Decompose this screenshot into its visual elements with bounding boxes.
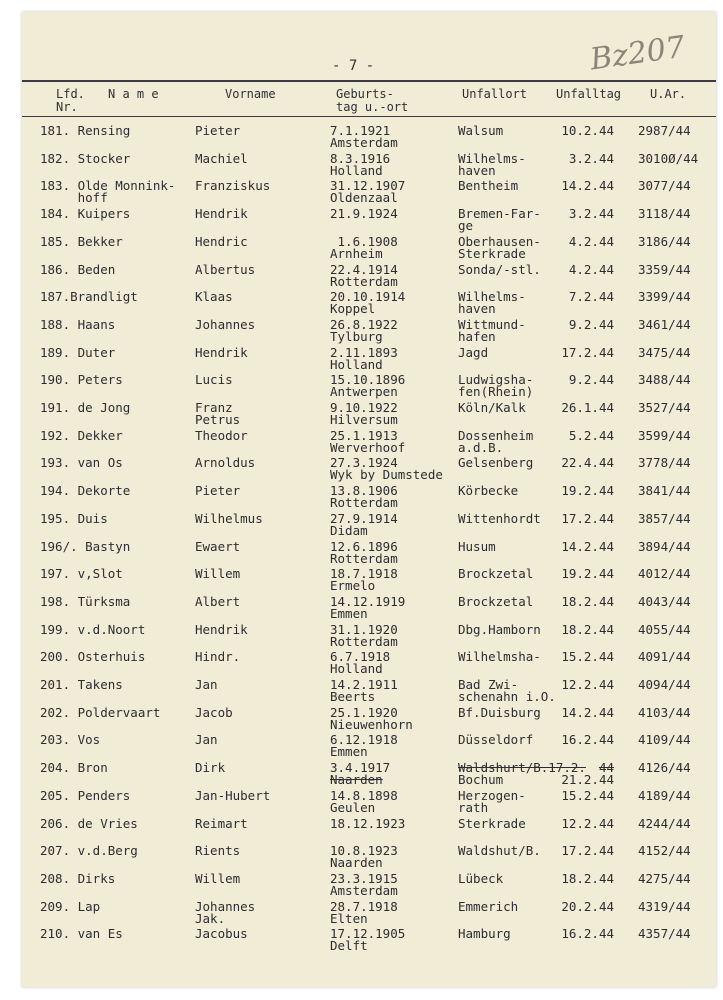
header-uar: U.Ar. [650,87,687,101]
unfalltag-cell: 4.2.44 [568,233,614,249]
unfalltag-cell: 9.2.44 [568,372,614,388]
unfalltag-cell: 16.2.44 [561,732,614,748]
name-cell: 207. v.d.Berg [40,843,138,859]
table-row [22,704,716,735]
name-cell: 193. van Os [40,455,123,471]
table-row [22,427,716,458]
uar-cell: 3359/44 [638,261,691,277]
unfallort-cell-struck: Waldshurt/B.17.2. [458,760,586,776]
vorname-cell: Johannes Jak. [195,898,256,926]
vorname-cell: Klaas [195,289,233,305]
vorname-cell: Dirk [195,760,226,776]
table-row [22,870,716,901]
vorname-cell: Franz Petrus [195,400,241,427]
geburt-cell: 6.7.1918 Holland [330,649,391,677]
geburt-cell: 27.3.1924 Wyk by Dumstede [330,455,443,483]
unfalltag-cell: 7.2.44 [568,289,614,305]
header-geburt: Geburts- tag u.-ort [336,87,409,114]
geburt-cell: 17.12.1905 Delft [330,926,406,954]
unfalltag-cell: 26.1.44 [561,400,614,415]
vorname-cell: Willem [195,566,241,582]
vorname-cell: Rients [195,843,241,859]
name-cell: 197. v,Slot [40,566,123,582]
unfalltag-cell-struck: 44 [598,760,614,776]
uar-cell: 4319/44 [638,898,691,914]
unfallort-cell: Köln/Kalk [458,400,526,415]
unfalltag-cell: 12.2.44 [561,677,614,692]
name-cell: 198. Türksma [40,593,131,609]
unfallort-cell: Dbg.Hamborn [458,621,541,637]
uar-cell: 4126/44 [638,760,691,776]
vorname-cell: Theodor [195,427,248,443]
unfalltag-cell: 17.2.44 [561,344,614,360]
table-row [22,928,716,956]
unfallort-cell: Bremen-Far- ge [458,206,541,234]
unfalltag-cell: 17.2.44 [561,843,614,859]
unfalltag-cell: 19.2.44 [561,566,614,582]
name-cell: 210. van Es [40,926,123,942]
unfallort-cell: Wittenhordt [458,510,541,526]
uar-cell: 4012/44 [638,566,691,582]
uar-cell: 3077/44 [638,178,691,194]
uar-cell: 4091/44 [638,649,691,665]
name-cell: 183. Olde Monnink- hoff [40,178,176,206]
uar-cell: 4357/44 [638,926,691,942]
geburt-cell: 26.8.1922 Tylburg [330,316,398,344]
name-cell: 199. v.d.Noort [40,621,146,637]
geburt-cell: 18.12.1923 [330,815,406,831]
unfallort-cell: Sterkrade [458,815,526,831]
name-cell: 203. Vos [40,732,101,748]
name-cell: 191. de Jong [40,400,131,415]
unfallort-cell: Hamburg [458,926,511,942]
geburt-cell: 22.4.1914 Rotterdam [330,261,398,289]
geburt-cell: 25.1.1920 Nieuwenhorn [330,704,413,732]
header-nr: Lfd. Nr. [56,87,85,114]
uar-cell: 4109/44 [638,732,691,748]
unfalltag-cell: 15.2.44 [561,649,614,665]
unfalltag-cell: 19.2.44 [561,483,614,499]
table-row [22,898,716,929]
geburt-cell: 9.10.1922 Hilversum [330,400,398,427]
vorname-cell: Hindr. [195,649,241,665]
unfallort-cell: Waldshut/B. [458,843,541,859]
unfalltag-cell-value: 21.2.44 [561,772,614,788]
unfalltag-cell: 5.2.44 [568,427,614,443]
vorname-cell: Arnoldus [195,455,256,471]
unfallort-cell-value: Bochum [458,772,504,788]
vorname-cell: Jan [195,677,218,692]
uar-cell: 4094/44 [638,677,691,692]
table-row [22,291,716,319]
table-row [22,787,716,818]
table-row [22,150,716,181]
geburt-cell: 20.10.1914 Koppel [330,289,406,317]
uar-cell: 3894/44 [638,538,691,554]
uar-cell: 4275/44 [638,870,691,886]
table-row [22,538,716,569]
vorname-cell: Hendrik [195,344,248,360]
uar-cell: 2987/44 [638,123,691,138]
uar-cell: 3599/44 [638,427,691,443]
uar-cell: 3527/44 [638,400,691,415]
uar-cell: 3010Ø/44 [638,150,699,166]
geburt-cell-value: 3.4.1917 [330,760,391,776]
unfallort-cell: Düsseldorf [458,732,534,748]
uar-cell: 3488/44 [638,372,691,388]
name-cell: 200. Osterhuis [40,649,146,665]
unfallort-cell: Lübeck [458,870,504,886]
geburt-cell: 14.2.1911 Beerts [330,677,398,704]
unfalltag-cell: 12.2.44 [561,815,614,831]
uar-cell: 3186/44 [638,233,691,249]
table-row [22,762,716,790]
unfalltag-cell: 18.2.44 [561,593,614,609]
unfalltag-cell: 16.2.44 [561,926,614,942]
uar-cell: 3475/44 [638,344,691,360]
vorname-cell: Jacobus [195,926,248,942]
geburt-cell: 31.12.1907 Oldenzaal [330,178,406,206]
table-row [22,457,716,485]
unfalltag-cell: 17.2.44 [561,510,614,526]
vorname-cell: Reimart [195,815,248,831]
unfallort-cell: Brockzetal [458,593,534,609]
name-cell: 182. Stocker [40,150,131,166]
table-row [22,568,716,596]
unfalltag-cell: 15.2.44 [561,787,614,803]
header-unfalltag: Unfalltag [556,87,622,101]
header-vorname: Vorname [225,87,276,101]
unfalltag-cell: 20.2.44 [561,898,614,914]
name-cell: 196/. Bastyn [40,538,131,554]
vorname-cell: Albertus [195,261,256,277]
name-cell: 185. Bekker [40,233,123,249]
uar-cell: 4055/44 [638,621,691,637]
document-page [22,12,716,987]
unfalltag-cell: 22.4.44 [561,455,614,471]
vorname-cell: Jan [195,732,218,748]
unfallort-cell: Bf.Duisburg [458,704,541,720]
unfalltag-cell: 18.2.44 [561,621,614,637]
unfalltag-cell: 10.2.44 [561,123,614,138]
table-row [22,208,716,236]
geburt-cell: 28.7.1918 Elten [330,898,398,926]
name-cell: 201. Takens [40,677,123,692]
unfalltag-cell: 3.2.44 [568,206,614,222]
name-cell: 192. Dekker [40,427,123,443]
uar-cell: 4244/44 [638,815,691,831]
name-cell: 181. Rensing [40,123,131,138]
table-row [22,402,716,430]
vorname-cell: Willem [195,870,241,886]
vorname-cell: Johannes [195,316,256,332]
name-cell: 208. Dirks [40,870,116,886]
name-cell: 209. Lap [40,898,101,914]
geburt-cell: 18.7.1918 Ermelo [330,566,398,594]
table-row [22,621,716,652]
header-rule-bottom [22,116,716,117]
geburt-cell: 15.10.1896 Antwerpen [330,372,406,400]
uar-cell: 3778/44 [638,455,691,471]
name-cell: 187.Brandligt [40,289,138,305]
uar-cell: 3857/44 [638,510,691,526]
unfallort-cell: Jagd [458,344,489,360]
unfallort-cell: Ludwigsha- fen(Rhein) [458,372,534,400]
vorname-cell: Pieter [195,123,241,138]
unfallort-cell: Körbecke [458,483,519,499]
table-row [22,734,716,762]
table-row [22,510,716,541]
table-row [22,344,716,375]
unfallort-cell: Wilhelms- haven [458,289,526,317]
geburt-cell: 10.8.1923 Naarden [330,843,398,871]
name-cell: 195. Duis [40,510,108,526]
geburt-cell: 8.3.1916 Holland [330,150,391,178]
unfalltag-cell: 14.2.44 [561,538,614,554]
geburt-cell-struck: Naarden [330,772,383,788]
name-cell: 188. Haans [40,316,116,332]
unfallort-cell: Sonda/-stl. [458,261,541,277]
unfalltag-cell: 18.2.44 [561,870,614,886]
vorname-cell: Wilhelmus [195,510,263,526]
uar-cell: 3461/44 [638,316,691,332]
geburt-cell: 14.8.1898 Geulen [330,787,398,815]
handwritten-mark: Bz207 [588,29,688,78]
unfallort-cell: Brockzetal [458,566,534,582]
geburt-cell: 21.9.1924 [330,206,398,222]
uar-cell: 4152/44 [638,843,691,859]
unfallort-cell: Husum [458,538,496,554]
vorname-cell: Hendrik [195,206,248,222]
name-cell: 194. Dekorte [40,483,131,499]
vorname-cell: Ewaert [195,538,241,554]
unfallort-cell: Wittmund- hafen [458,316,526,344]
vorname-cell: Jacob [195,704,233,720]
table-row [22,593,716,624]
unfalltag-cell: 9.2.44 [568,316,614,332]
uar-cell: 4103/44 [638,704,691,720]
geburt-cell [330,762,390,786]
geburt-cell: 25.1.1913 Werverhoof [330,427,406,455]
geburt-cell: 12.6.1896 Rotterdam [330,538,398,566]
table-row [22,485,716,513]
page-number: - 7 - [332,58,375,74]
vorname-cell: Lucis [195,372,233,388]
unfallort-cell: Herzogen- rath [458,787,526,815]
unfallort-cell: Bad Zwi- schenahn i.O. [458,677,556,704]
table-row [22,845,716,873]
name-cell: 205. Penders [40,787,131,803]
name-cell: 190. Peters [40,372,123,388]
name-cell: 184. Kuipers [40,206,131,222]
table-row [22,180,716,208]
uar-cell: 3118/44 [638,206,691,222]
unfallort-cell: Wilhelmsha- [458,649,541,665]
table-row [22,261,716,292]
table-row [22,125,716,153]
geburt-cell: 1.6.1908 Arnheim [330,233,398,261]
vorname-cell: Hendric [195,233,248,249]
geburt-cell: 6.12.1918 Emmen [330,732,398,760]
unfalltag-cell: 4.2.44 [568,261,614,277]
geburt-cell: 14.12.1919 Emmen [330,593,406,621]
unfalltag-cell: 3.2.44 [568,150,614,166]
unfalltag-cell: 14.2.44 [561,178,614,194]
uar-cell: 4189/44 [638,787,691,803]
unfallort-cell: Oberhausen- Sterkrade [458,233,541,261]
table-row [22,679,716,707]
unfalltag-cell [542,762,614,786]
unfallort-cell: Emmerich [458,898,519,914]
uar-cell: 4043/44 [638,593,691,609]
name-cell: 204. Bron [40,760,108,776]
table-row [22,651,716,679]
unfallort-cell: Walsum [458,123,504,138]
vorname-cell: Hendrik [195,621,248,637]
unfallort-cell: Gelsenberg [458,455,534,471]
geburt-cell: 13.8.1906 Rotterdam [330,483,398,511]
name-cell: 202. Poldervaart [40,704,161,720]
geburt-cell: 31.1.1920 Rotterdam [330,621,398,649]
unfallort-cell: Bentheim [458,178,519,194]
unfallort-cell: Wilhelms- haven [458,150,526,178]
vorname-cell: Machiel [195,150,248,166]
unfallort-cell: Dossenheim a.d.B. [458,427,534,455]
vorname-cell: Pieter [195,483,241,499]
header-unfallort: Unfallort [462,87,528,101]
uar-cell: 3399/44 [638,289,691,305]
name-cell: 186. Beden [40,261,116,277]
vorname-cell: Jan-Hubert [195,787,271,803]
geburt-cell: 27.9.1914 Didam [330,510,398,538]
vorname-cell: Albert [195,593,241,609]
geburt-cell: 23.3.1915 Amsterdam [330,870,398,898]
name-cell: 189. Duter [40,344,116,360]
table-row [22,374,716,402]
table-row [22,233,716,264]
geburt-cell: 7.1.1921 Amsterdam [330,123,398,150]
geburt-cell: 2.11.1893 Holland [330,344,398,372]
uar-cell: 3841/44 [638,483,691,499]
header-name: N a m e [108,87,159,101]
table-row [22,815,716,846]
header-rule-top [22,80,716,82]
vorname-cell: Franziskus [195,178,271,194]
unfalltag-cell: 14.2.44 [561,704,614,720]
name-cell: 206. de Vries [40,815,138,831]
table-row [22,316,716,347]
